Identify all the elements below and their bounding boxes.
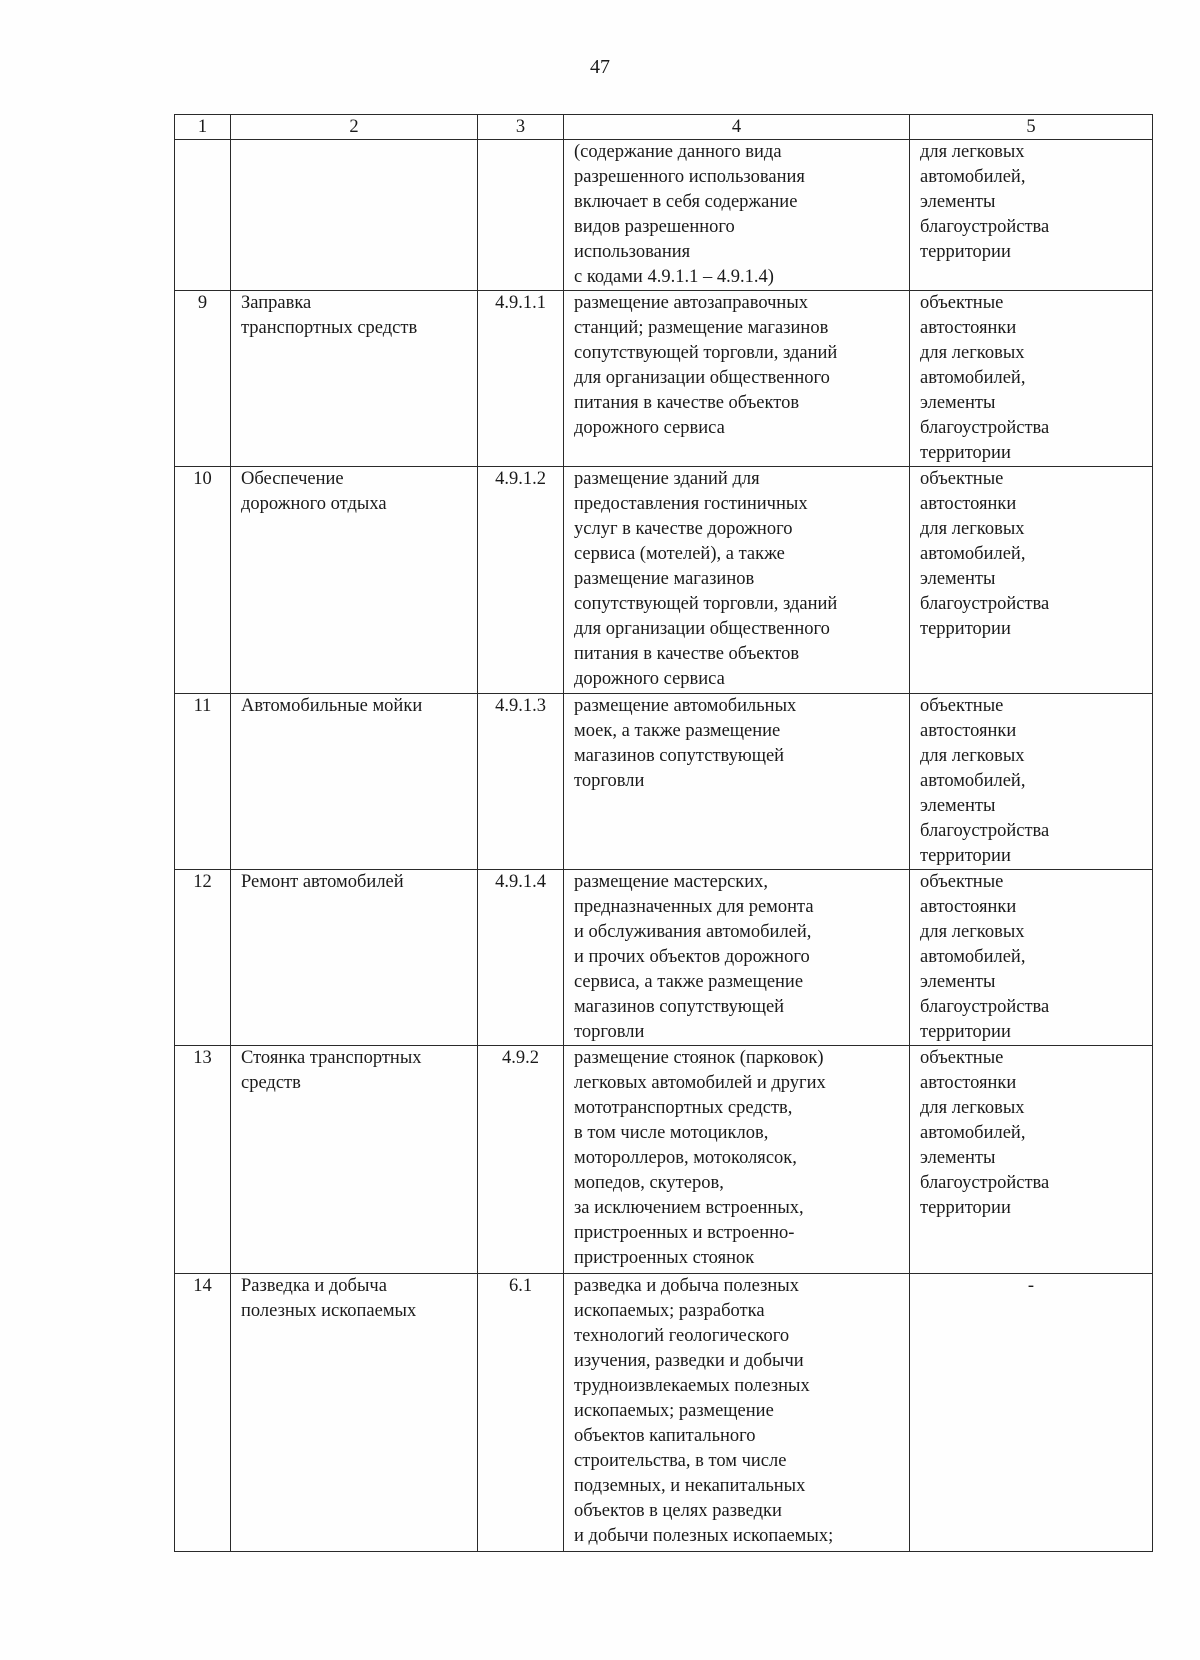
table-row [175, 291, 1153, 467]
use-type-code: 4.9.1.2 [478, 467, 564, 694]
parking-and-landscaping: объектные автостоянки для легковых автомобилей, элементы благоустройства территории [910, 870, 1153, 1046]
table-row [175, 1046, 1153, 1274]
parking-and-landscaping: объектные автостоянки для легковых автомобилей, элементы благоустройства территории [910, 291, 1153, 467]
page-number: 47 [590, 56, 610, 78]
header-col-2: 2 [231, 115, 478, 140]
parking-and-landscaping: - [910, 1274, 1153, 1552]
use-type-name: Обеспечение дорожного отдыха [231, 467, 478, 694]
use-type-name: Разведка и добыча полезных ископаемых [231, 1274, 478, 1552]
header-col-3: 3 [478, 115, 564, 140]
table-header-row [175, 115, 1153, 140]
use-type-code: 6.1 [478, 1274, 564, 1552]
use-type-code [478, 140, 564, 291]
row-number: 11 [175, 694, 231, 870]
table-row [175, 467, 1153, 694]
parking-and-landscaping: объектные автостоянки для легковых автомобилей, элементы благоустройства территории [910, 694, 1153, 870]
use-type-description: размещение автомобильных моек, а также размещение магазинов сопутствующей торговли [564, 694, 910, 870]
use-type-name: Автомобильные мойки [231, 694, 478, 870]
parking-and-landscaping: для легковых автомобилей, элементы благоустройства территории [910, 140, 1153, 291]
land-use-table [174, 114, 1153, 1552]
use-type-description: (содержание данного вида разрешенного использования включает в себя содержание видов разрешенного использования с кодами 4.9.1.1 – 4.9.1.4) [564, 140, 910, 291]
parking-and-landscaping: объектные автостоянки для легковых автомобилей, элементы благоустройства территории [910, 1046, 1153, 1274]
header-col-1: 1 [175, 115, 231, 140]
use-type-description: размещение автозаправочных станций; размещение магазинов сопутствующей торговли, зданий для организации общественного питания в качестве объектов дорожного сервиса [564, 291, 910, 467]
table-row [175, 140, 1153, 291]
row-number: 9 [175, 291, 231, 467]
use-type-code: 4.9.1.4 [478, 870, 564, 1046]
use-type-description: разведка и добыча полезных ископаемых; разработка технологий геологического изучения, разведки и добычи трудноизвлекаемых полезных ископаемых; размещение объектов капитального строительства, в том числе подземных, и некапитальных объектов в целях разведки и добычи полезных ископаемых; [564, 1274, 910, 1552]
use-type-name: Ремонт автомобилей [231, 870, 478, 1046]
row-number [175, 140, 231, 291]
use-type-name: Заправка транспортных средств [231, 291, 478, 467]
use-type-description: размещение мастерских, предназначенных для ремонта и обслуживания автомобилей, и прочих объектов дорожного сервиса, а также размещение магазинов сопутствующей торговли [564, 870, 910, 1046]
use-type-name [231, 140, 478, 291]
header-col-4: 4 [564, 115, 910, 140]
row-number: 10 [175, 467, 231, 694]
table-row [175, 694, 1153, 870]
use-type-description: размещение зданий для предоставления гостиничных услуг в качестве дорожного сервиса (мотелей), а также размещение магазинов сопутствующей торговли, зданий для организации общественного питания в качестве объектов дорожного сервиса [564, 467, 910, 694]
use-type-code: 4.9.1.3 [478, 694, 564, 870]
parking-and-landscaping: объектные автостоянки для легковых автомобилей, элементы благоустройства территории [910, 467, 1153, 694]
use-type-name: Стоянка транспортных средств [231, 1046, 478, 1274]
header-col-5: 5 [910, 115, 1153, 140]
row-number: 13 [175, 1046, 231, 1274]
table-row [175, 1274, 1153, 1552]
use-type-code: 4.9.1.1 [478, 291, 564, 467]
row-number: 14 [175, 1274, 231, 1552]
row-number: 12 [175, 870, 231, 1046]
table-row [175, 870, 1153, 1046]
use-type-code: 4.9.2 [478, 1046, 564, 1274]
use-type-description: размещение стоянок (парковок) легковых автомобилей и других мототранспортных средств, в том числе мотоциклов, мотороллеров, мотоколясок, мопедов, скутеров, за исключением встроенных, пристроенных и встроенно- пристроенных стоянок [564, 1046, 910, 1274]
